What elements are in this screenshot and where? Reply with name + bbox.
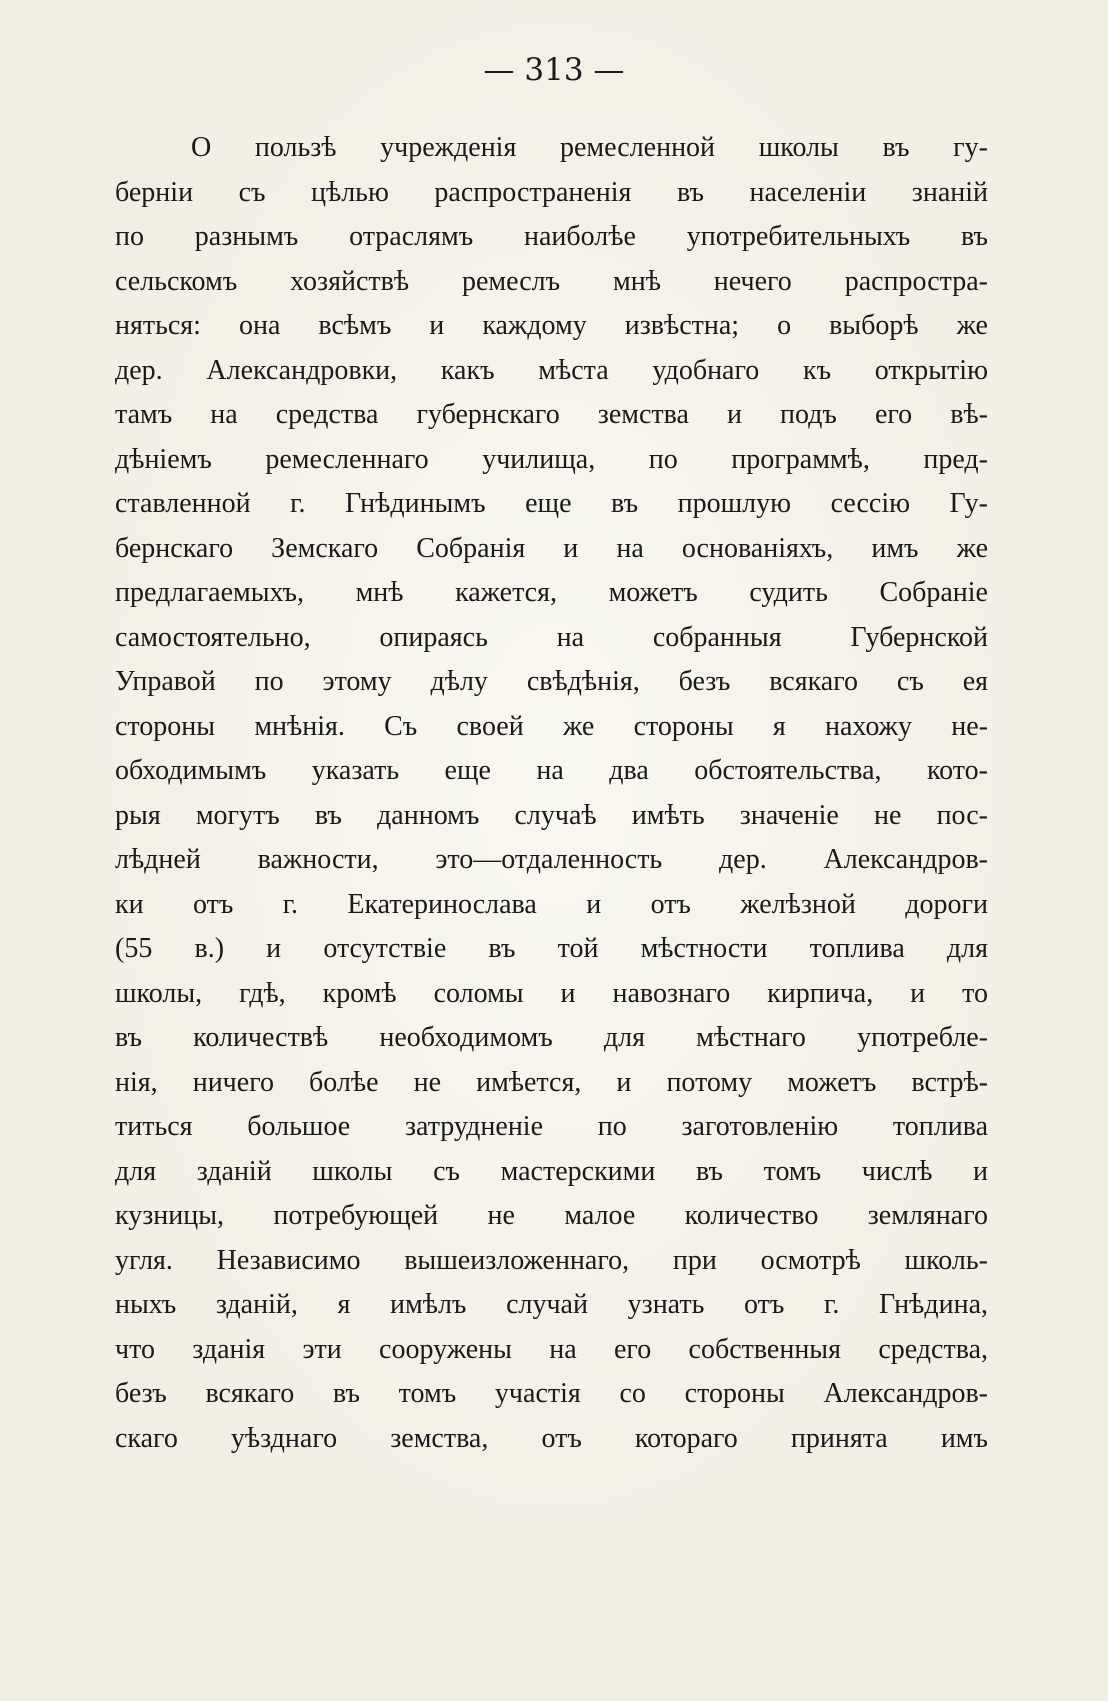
text-line: ныхъ зданій, я имѣлъ случай узнать отъ г. Гнѣдина, (115, 1289, 988, 1320)
text-line: бернскаго Земскаго Собранія и на основаніяхъ, имъ же (115, 532, 988, 564)
text-line: титься большое затрудненіе по заготовленію топлива (115, 1111, 988, 1142)
text-line: Управой по этому дѣлу свѣдѣнія, безъ всякаго съ ея (115, 666, 988, 697)
text-line: нія, ничего болѣе не имѣется, и потому можетъ встрѣ- (115, 1066, 988, 1098)
text-line: угля. Независимо вышеизложеннаго, при осмотрѣ школь- (115, 1244, 988, 1276)
text-line: стороны мнѣнія. Съ своей же стороны я нахожу не- (115, 710, 988, 742)
text-line: дер. Александровки, какъ мѣста удобнаго къ открытію (115, 354, 988, 386)
body-paragraph (115, 126, 988, 1461)
text-line: по разнымъ отраслямъ наиболѣе употребительныхъ въ (115, 221, 988, 252)
text-line: для зданій школы съ мастерскими въ томъ числѣ и (115, 1155, 988, 1187)
text-line: берніи съ цѣлью распространенія въ населеніи знаній (115, 176, 988, 208)
text-line: скаго уѣзднаго земства, отъ котораго принята имъ (115, 1422, 988, 1454)
text-line: дѣніемъ ремесленнаго училища, по программѣ, пред- (115, 443, 988, 475)
text-line: сельскомъ хозяйствѣ ремеслъ мнѣ нечего распростра- (115, 265, 988, 297)
text-line: безъ всякаго въ томъ участія со стороны Александров- (115, 1378, 988, 1409)
text-line: О пользѣ учрежденія ремесленной школы въ гу- (191, 132, 988, 163)
text-line: рыя могутъ въ данномъ случаѣ имѣть значеніе не пос- (115, 799, 988, 831)
text-line: что зданія эти сооружены на его собственныя средства, (115, 1333, 988, 1365)
text-line: тамъ на средства губернскаго земства и подъ его вѣ- (115, 399, 988, 430)
text-line: обходимымъ указать еще на два обстоятельства, кото- (115, 755, 988, 786)
text-line: ки отъ г. Екатеринослава и отъ желѣзной дороги (115, 888, 988, 920)
text-line: кузницы, потребующей не малое количество землянаго (115, 1200, 988, 1231)
text-line: (55 в.) и отсутствіе въ той мѣстности топлива для (115, 933, 988, 964)
text-line: ставленной г. Гнѣдинымъ еще въ прошлую сессію Гу- (115, 488, 988, 519)
text-line: школы, гдѣ, кромѣ соломы и навознаго кирпича, и то (115, 977, 988, 1009)
text-line: въ количествѣ необходимомъ для мѣстнаго употребле- (115, 1022, 988, 1053)
text-line: самостоятельно, опираясь на собранныя Губернской (115, 621, 988, 653)
text-line: лѣдней важности, это—отдаленность дер. Александров- (115, 844, 988, 875)
text-line: няться: она всѣмъ и каждому извѣстна; о выборѣ же (115, 310, 988, 341)
text-line: предлагаемыхъ, мнѣ кажется, можетъ судить Собраніе (115, 577, 988, 608)
page-number: — 313 — (483, 52, 625, 88)
